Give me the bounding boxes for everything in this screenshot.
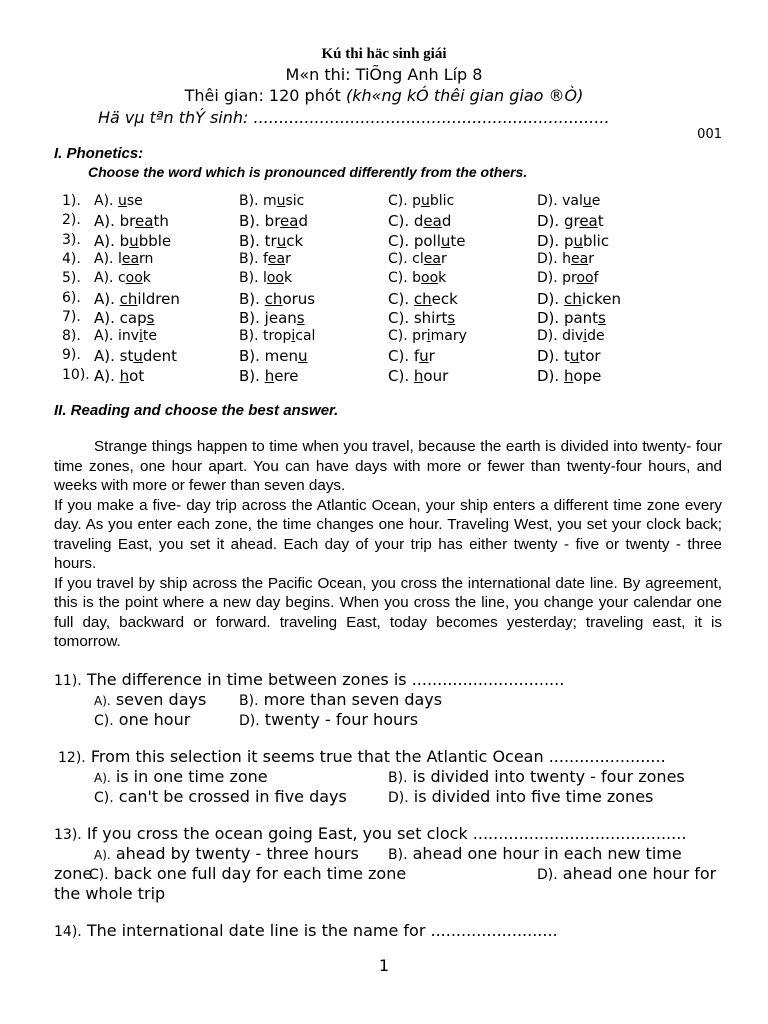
word-part: cal [295, 328, 316, 345]
passage-paragraph: If you make a five- day trip across the Atlantic Ocean, your ship enters a different time zone every day. As you enter each zone, the time changes one hour. Traveling West, you set your clock back; traveling East, you set it ahead. Each day of your trip has either twenty - five or twenty - three hours. [54, 496, 722, 572]
option-text: ahead by twenty - three hours [115, 844, 359, 863]
phonetics-option-c[interactable] [388, 270, 446, 286]
phonetics-row [0, 270, 768, 290]
q12-option-a[interactable]: A). is in one time zone [94, 767, 268, 786]
word-part: k [142, 270, 151, 287]
q11-option-b[interactable]: B). more than seven days [239, 690, 443, 709]
phonetics-row [0, 251, 768, 271]
word-part: our [423, 366, 449, 385]
phonetics-option-c[interactable] [388, 193, 454, 209]
phonetics-row [0, 347, 768, 367]
word-part: sic [285, 193, 305, 209]
question-number: 9). [62, 347, 81, 364]
question-12 [58, 747, 666, 766]
phonetics-row [0, 328, 768, 348]
phonetics-option-c[interactable] [388, 251, 447, 267]
word-part: C). poll [388, 231, 441, 250]
phonetics-row [0, 193, 768, 213]
q11-option-c[interactable]: C). one hour [94, 710, 191, 729]
question-14 [54, 921, 558, 940]
word-part: B). l [239, 270, 267, 287]
phonetics-option-a[interactable] [94, 212, 169, 230]
word-part: k [284, 270, 293, 287]
phonetics-option-b[interactable] [239, 309, 305, 327]
underlined-sound: u [573, 231, 583, 250]
q11-option-d[interactable]: D). twenty - four hours [239, 710, 419, 729]
q13-option-b[interactable]: B). ahead one hour in each new time [388, 844, 682, 863]
underlined-sound: u [129, 231, 139, 250]
question-text: If you cross the ocean going East, you set clock .......................................... [81, 824, 687, 843]
question-number: 7). [62, 308, 81, 325]
underlined-sound: s [296, 308, 305, 327]
word-part: A). inv [94, 328, 139, 345]
question-number: 3). [62, 231, 81, 248]
word-part: B). trop [239, 328, 292, 345]
word-part: A). b [94, 231, 130, 250]
phonetics-option-a[interactable] [94, 193, 143, 209]
word-part: ck [286, 231, 304, 250]
question-number: 11). [54, 673, 82, 689]
word-part: C). f [388, 347, 420, 366]
word-part: C). b [388, 270, 422, 287]
underlined-sound: h [264, 366, 275, 385]
word-part: A). [94, 289, 120, 308]
q12-option-c[interactable]: C). can't be crossed in five days [94, 787, 347, 806]
word-part: mary [430, 328, 467, 345]
word-part: D). [537, 289, 564, 308]
word-part: icken [581, 289, 622, 308]
word-part: eck [431, 289, 458, 308]
word-part: bble [138, 231, 172, 250]
reading-passage [54, 437, 722, 652]
phonetics-option-c[interactable] [388, 309, 455, 327]
phonetics-option-c[interactable] [388, 212, 451, 230]
phonetics-option-d[interactable] [537, 309, 606, 327]
underlined-sound: oo [576, 270, 594, 287]
word-part: A). [94, 366, 120, 385]
q13-option-b-continued: zone [54, 864, 93, 883]
word-part: orus [282, 289, 316, 308]
phonetics-option-b[interactable] [239, 251, 291, 267]
phonetics-option-a[interactable] [94, 290, 180, 308]
question-13 [54, 824, 686, 843]
question-number: 4). [62, 250, 81, 267]
word-part: D). pr [537, 270, 577, 287]
phonetics-option-b[interactable] [239, 232, 303, 250]
option-text: is divided into five time zones [413, 787, 654, 806]
underlined-sound: i [426, 328, 431, 345]
underlined-sound: u [298, 347, 308, 366]
word-part: ildren [137, 289, 180, 308]
word-part: B). f [239, 250, 268, 267]
word-part: de [587, 328, 605, 345]
question-number: 6). [62, 289, 81, 306]
word-part: A). [94, 193, 118, 209]
question-number: 12). [58, 750, 86, 766]
option-text: ahead one hour in each new time [412, 844, 682, 863]
underlined-sound: i [139, 328, 143, 345]
word-part: dent [142, 347, 178, 366]
question-number: 10). [62, 366, 90, 383]
section-reading-heading: II. Reading and choose the best answer. [54, 402, 339, 419]
word-part: D). h [537, 250, 572, 267]
phonetics-option-d[interactable] [537, 232, 609, 250]
word-part: D). div [537, 328, 584, 345]
underlined-sound: oo [421, 270, 439, 287]
underlined-sound: ea [267, 250, 286, 267]
word-part: D). gr [537, 212, 580, 231]
word-part: D). p [537, 231, 574, 250]
underlined-sound: s [598, 308, 606, 327]
exam-time-main: Thêi gian: 120 phót [184, 86, 346, 105]
question-number: 13). [54, 827, 82, 843]
word-part: r [428, 347, 435, 366]
exam-code: 001 [697, 127, 722, 142]
underlined-sound: h [119, 366, 130, 385]
underlined-sound: ea [135, 212, 154, 231]
word-part: blic [582, 231, 610, 250]
q12-option-b[interactable]: B). is divided into twenty - four zones [388, 767, 685, 786]
question-11 [54, 670, 564, 689]
option-text: is in one time zone [115, 767, 268, 786]
phonetics-instruction: Choose the word which is pronounced differently from the others. [88, 164, 528, 180]
question-number: 14). [54, 924, 82, 940]
section-phonetics-heading: I. Phonetics: [54, 145, 144, 162]
phonetics-option-b[interactable] [239, 193, 304, 209]
word-part: rn [139, 250, 154, 267]
underlined-sound: ea [579, 212, 598, 231]
option-text: one hour [118, 710, 191, 729]
option-text: ahead one hour for [562, 864, 717, 883]
phonetics-option-c[interactable] [388, 347, 435, 365]
option-text: more than seven days [263, 690, 443, 709]
word-part: A). st [94, 347, 134, 366]
q13-option-d[interactable]: D). ahead one hour for [537, 864, 717, 883]
underlined-sound: ea [121, 250, 140, 267]
underlined-sound: u [419, 347, 429, 366]
word-part: B). [239, 289, 265, 308]
underlined-sound: h [563, 366, 574, 385]
word-part: C). pr [388, 328, 427, 345]
q13-option-c[interactable]: C). back one full day for each time zone [89, 864, 407, 883]
underlined-sound: u [276, 193, 286, 209]
q13-option-a[interactable]: A). ahead by twenty - three hours [94, 844, 359, 863]
underlined-sound: u [117, 193, 127, 209]
candidate-name-line: Hä vµ tªn thÝ sinh: ...................................................................... [98, 108, 610, 127]
underlined-sound: u [582, 193, 592, 209]
word-part: C). p [388, 193, 422, 209]
word-part: d [441, 212, 452, 231]
word-part: B). jean [239, 308, 297, 327]
underlined-sound: ch [264, 289, 283, 308]
underlined-sound: u [440, 231, 451, 250]
underlined-sound: u [276, 231, 287, 250]
passage-paragraph: Strange things happen to time when you travel, because the earth is divided into twenty- four time zones, one hour apart. You can have days with more or fewer than twenty-four hours, and weeks with more or fewer than seven days. [54, 438, 722, 494]
option-text: twenty - four hours [264, 710, 419, 729]
question-number: 5). [62, 270, 81, 287]
phonetics-option-a[interactable] [94, 328, 157, 344]
option-text: seven days [115, 690, 207, 709]
underlined-sound: u [421, 193, 430, 209]
phonetics-option-b[interactable] [239, 367, 299, 385]
exam-time-note: (kh«ng kÓ thêi gian giao ®Ò) [346, 86, 584, 105]
underlined-sound: oo [266, 270, 284, 287]
phonetics-row [0, 309, 768, 329]
question-text: The international date line is the name for ......................... [81, 921, 558, 940]
word-part: d [298, 212, 308, 231]
underlined-sound: ch [119, 289, 138, 308]
word-part: e [591, 193, 601, 209]
word-part: te [142, 328, 157, 345]
word-part: D). t [537, 347, 570, 366]
exam-subject: M«n thi: TiÕng Anh Líp 8 [285, 65, 483, 84]
word-part: B). br [239, 212, 281, 231]
word-part: C). shirt [388, 308, 448, 327]
phonetics-option-d[interactable] [537, 328, 605, 344]
phonetics-option-a[interactable] [94, 251, 153, 267]
word-part: C). d [388, 212, 424, 231]
phonetics-option-a[interactable] [94, 309, 154, 327]
phonetics-option-a[interactable] [94, 367, 144, 385]
word-part: ere [274, 366, 299, 385]
underlined-sound: u [569, 347, 580, 366]
word-part: C). cl [388, 250, 424, 267]
phonetics-option-b[interactable] [239, 270, 292, 286]
word-part: ot [129, 366, 145, 385]
q13-option-d-continued: the whole trip [54, 884, 166, 903]
word-part: A). br [94, 212, 136, 231]
question-text: From this selection it seems true that the Atlantic Ocean ....................... [85, 747, 666, 766]
question-number: 2). [62, 212, 81, 229]
underlined-sound: ea [280, 212, 299, 231]
exam-time [0, 86, 768, 105]
phonetics-option-d[interactable] [537, 270, 599, 286]
phonetics-option-a[interactable] [94, 270, 151, 286]
question-number: 8). [62, 328, 81, 345]
underlined-sound: i [291, 328, 296, 345]
word-part: A). cap [94, 308, 147, 327]
underlined-sound: ea [571, 250, 589, 267]
underlined-sound: i [583, 328, 588, 345]
phonetics-option-b[interactable] [239, 290, 315, 308]
underlined-sound: u [133, 347, 143, 366]
phonetics-option-a[interactable] [94, 232, 171, 250]
underlined-sound: ea [423, 250, 441, 267]
word-part: r [588, 250, 594, 267]
underlined-sound: ch [563, 289, 582, 308]
phonetics-option-a[interactable] [94, 347, 177, 365]
question-text: The difference in time between zones is .............................. [81, 670, 565, 689]
word-part: C). [388, 289, 414, 308]
underlined-sound: h [413, 366, 424, 385]
word-part: A). l [94, 250, 122, 267]
passage-paragraph: If you travel by ship across the Pacific Ocean, you cross the international date line. By agreement, this is the point where a new day begins. When you cross the line, you change your calendar one full day, backward or forward. traveling East, today becomes yesterday; traveling east, it is tomorrow. [54, 574, 722, 650]
phonetics-option-b[interactable] [239, 212, 308, 230]
word-part: A). c [94, 270, 126, 287]
exam-title: Kú thi häc sinh giái [321, 46, 447, 62]
phonetics-row [0, 232, 768, 252]
underlined-sound: s [447, 308, 456, 327]
phonetics-option-d[interactable] [537, 290, 621, 308]
underlined-sound: ch [413, 289, 432, 308]
phonetics-row [0, 290, 768, 310]
phonetics-option-d[interactable] [537, 212, 604, 230]
underlined-sound: ea [423, 212, 442, 231]
page-number: 1 [378, 956, 390, 975]
option-text: is divided into twenty - four zones [412, 767, 685, 786]
word-part: D). pant [537, 308, 599, 327]
phonetics-option-d[interactable] [537, 367, 601, 385]
word-part: te [450, 231, 466, 250]
underlined-sound: s [146, 308, 155, 327]
q12-option-d[interactable]: D). is divided into five time zones [388, 787, 654, 806]
word-part: B). [239, 366, 265, 385]
phonetics-option-c[interactable] [388, 328, 467, 344]
word-part: B). tr [239, 231, 277, 250]
word-part: t [597, 212, 604, 231]
word-part: B). men [239, 347, 299, 366]
question-number: 1). [62, 193, 81, 209]
option-text: back one full day for each time zone [113, 864, 407, 883]
phonetics-row [0, 212, 768, 232]
underlined-sound: oo [125, 270, 143, 287]
phonetics-option-b[interactable] [239, 328, 315, 344]
word-part: blic [429, 193, 455, 209]
word-part: th [153, 212, 169, 231]
word-part: k [438, 270, 447, 287]
phonetics-option-d[interactable] [537, 193, 600, 209]
phonetics-option-d[interactable] [537, 251, 594, 267]
word-part: ope [573, 366, 602, 385]
phonetics-option-b[interactable] [239, 347, 308, 365]
phonetics-option-c[interactable] [388, 290, 458, 308]
option-text: can't be crossed in five days [118, 787, 347, 806]
word-part: tor [579, 347, 601, 366]
phonetics-option-c[interactable] [388, 367, 448, 385]
word-part: f [593, 270, 599, 287]
q11-option-a[interactable]: A). seven days [94, 690, 207, 709]
word-part: se [126, 193, 143, 209]
word-part: B). m [239, 193, 277, 209]
word-part: r [440, 250, 447, 267]
phonetics-option-d[interactable] [537, 347, 601, 365]
word-part: D). [537, 366, 564, 385]
word-part: C). [388, 366, 414, 385]
word-part: D). val [537, 193, 583, 209]
phonetics-row [0, 367, 768, 387]
word-part: r [285, 250, 291, 267]
phonetics-option-c[interactable] [388, 232, 466, 250]
